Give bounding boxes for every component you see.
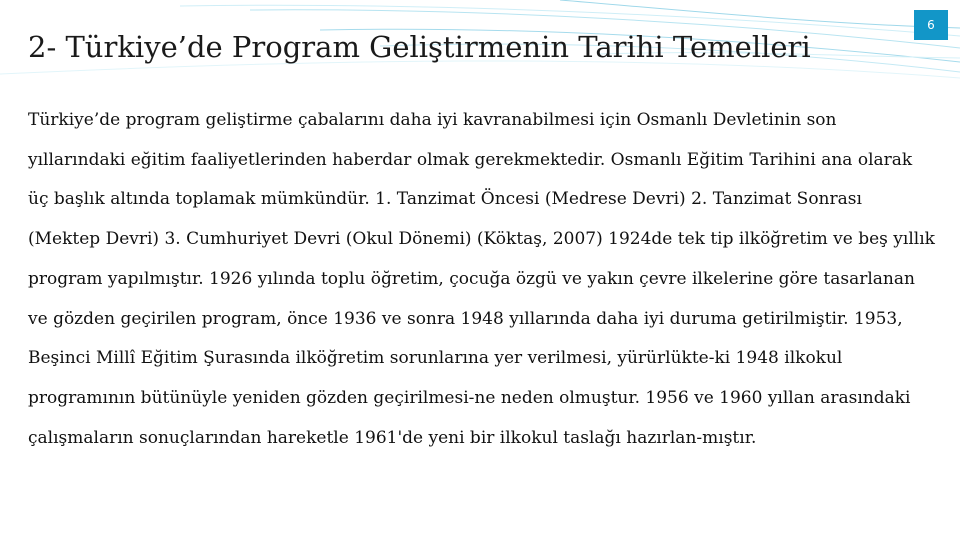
slide-number-badge: 6 (914, 10, 948, 40)
slide-body-text: Türkiye’de program geliştirme çabalarını daha iyi kavranabilmesi için Osmanlı Devletinin son yıllarındaki eğitim faaliyetlerinden haberdar olmak gerekmektedir. Osmanlı Eğitim Tarihini ana olarak üç başlık altında toplamak mümkündür. 1. Tanzimat Öncesi (Medrese Devri) 2. Tanzimat Sonrası (Mektep Devri) 3. Cumhuriyet Devri (Okul Dönemi) (Köktaş, 2007) 1924de tek tip ilköğretim ve beş yıllık program yapılmıştır. 1926 yılında toplu öğretim, çocuğa özgü ve yakın çevre ilkelerine göre tasarlanan ve gözden geçirilen program, önce 1936 ve sonra 1948 yıllarında daha iyi duruma getirilmiştir. 1953, Beşinci Millî Eğitim Şurasında ilköğretim sorunlarına yer verilmesi, yürürlükte-ki 1948 ilkokul programının bütünüyle yeniden gözden geçirilmesi-ne neden olmuştur. 1956 ve 1960 yıllan arasındaki çalışmaların sonuçlarından hareketle 1961'de yeni bir ilkokul taslağı hazırlan-mıştır. (28, 110, 935, 448)
slide-title: 2- Türkiye’de Program Geliştirmenin Tarihi Temelleri (28, 30, 811, 64)
